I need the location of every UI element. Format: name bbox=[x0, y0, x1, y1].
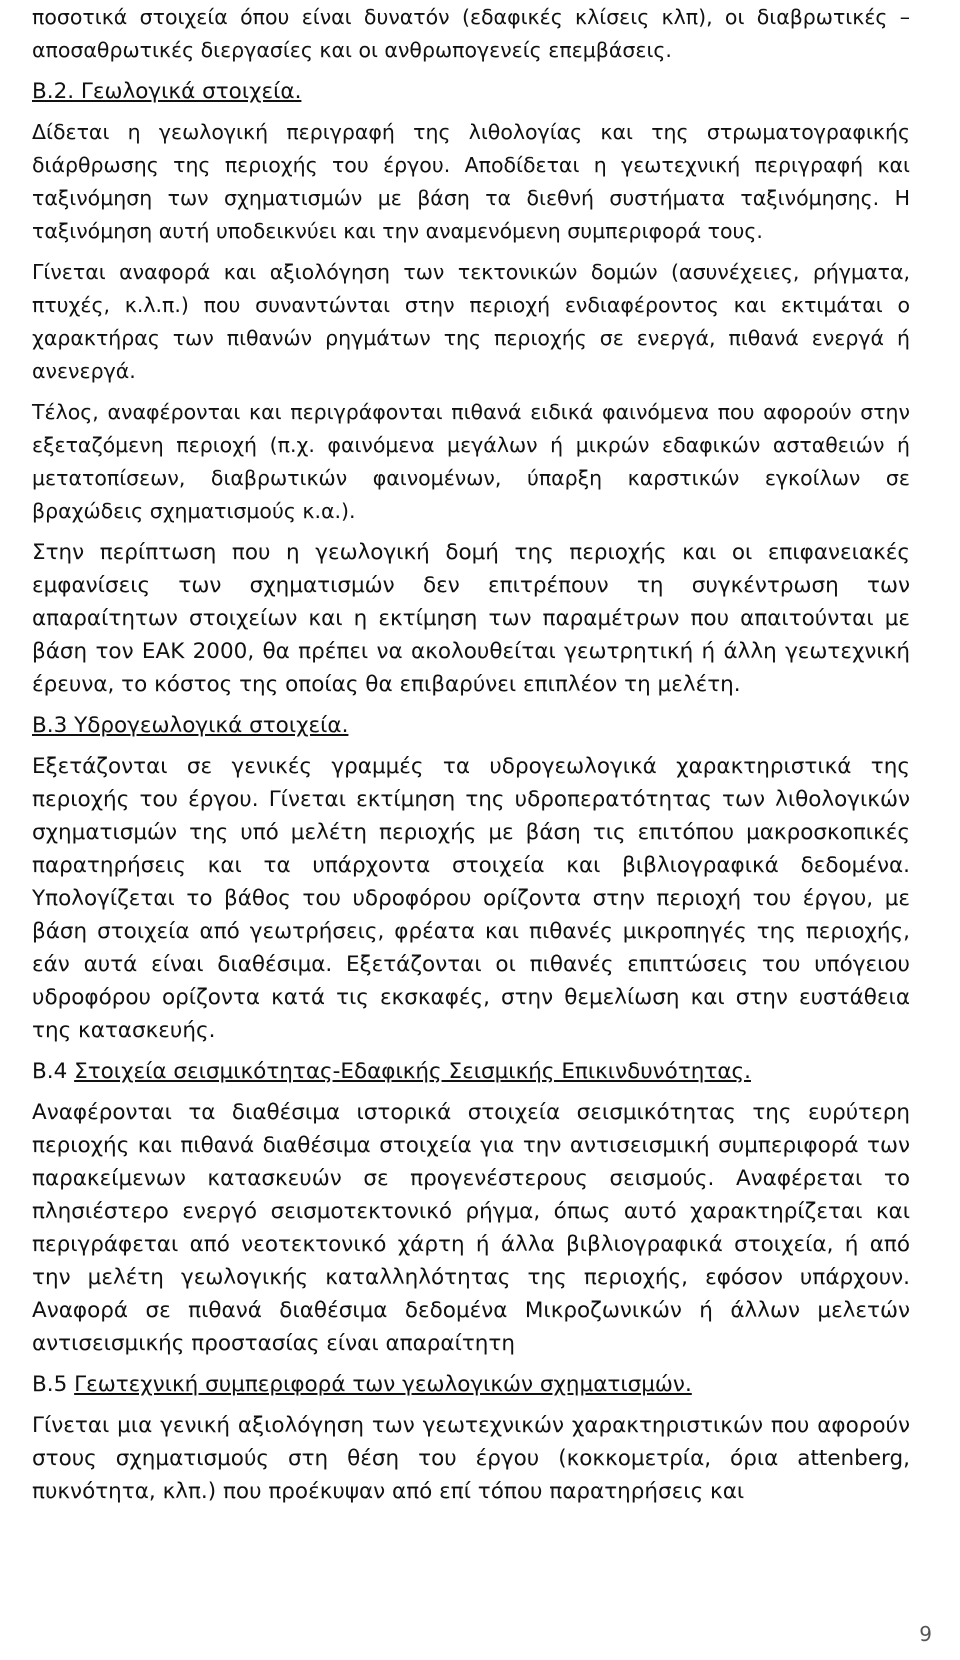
section-heading-b3 bbox=[32, 709, 910, 742]
section-heading-b2 bbox=[32, 75, 910, 108]
section-heading-b5-prefix: Β.5 bbox=[32, 1372, 75, 1397]
section-heading-b3-text: Β.3 Υδρογεωλογικά στοιχεία. bbox=[32, 713, 349, 738]
section-heading-b5 bbox=[32, 1368, 910, 1401]
section-heading-b4-title: Στοιχεία σεισμικότητας-Εδαφικής Σεισμικής Επικινδυνότητας. bbox=[74, 1059, 751, 1084]
section-heading-b5-title: Γεωτεχνική συμπεριφορά των γεωλογικών σχηματισμών. bbox=[74, 1372, 692, 1397]
section-heading-b2-text: Β.2. Γεωλογικά στοιχεία. bbox=[32, 79, 302, 104]
intro-paragraph: ποσοτικά στοιχεία όπου είναι δυνατόν (εδαφικές κλίσεις κλπ), οι διαβρωτικές – αποσαθρωτικές διεργασίες και οι ανθρωπογενείς επεμβάσεις. bbox=[32, 5, 910, 62]
b2-paragraph-1: Δίδεται η γεωλογική περιγραφή της λιθολογίας και της στρωματογραφικής διάρθρωσης της περιοχής του έργου. Αποδίδεται η γεωτεχνική περιγραφή και ταξινόμηση των σχηματισμών με βάση τα διεθνή συστήματα ταξινόμησης. Η ταξινόμηση αυτή υποδεικνύει και την αναμενόμενη συμπεριφορά τους. bbox=[32, 120, 910, 243]
b4-paragraph: Αναφέρονται τα διαθέσιμα ιστορικά στοιχεία σεισμικότητας της ευρύτερη περιοχής και πιθανά διαθέσιμα στοιχεία για την αντισεισμική συμπεριφορά των παρακείμενων κατασκευών σε προγενέστερους σεισμούς. Αναφέρεται το πλησιέστερο ενεργό σεισμοτεκτονικό ρήγμα, όπως αυτό χαρακτηρίζεται και περιγράφεται από νεοτεκτονικό χάρτη ή άλλα βιβλιογραφικά στοιχεία, ή από την μελέτη γεωλογικής καταλληλότητας της περιοχής, εφόσον υπάρχουν. Αναφορά σε πιθανά διαθέσιμα δεδομένα Μικροζωνικών ή άλλων μελετών αντισεισμικής προστασίας είναι απαραίτητη bbox=[32, 1100, 910, 1356]
section-heading-b4 bbox=[32, 1055, 910, 1088]
section-heading-b4-prefix: Β.4 bbox=[32, 1059, 75, 1084]
b5-paragraph: Γίνεται μια γενική αξιολόγηση των γεωτεχνικών χαρακτηριστικών που αφορούν στους σχηματισμούς στη θέση του έργου (κοκκομετρία, όρια attenberg, πυκνότητα, κλπ.) που προέκυψαν από επί τόπου παρατηρήσεις και bbox=[32, 1413, 910, 1504]
page-number: 9 bbox=[919, 1622, 932, 1646]
b2-paragraph-4: Στην περίπτωση που η γεωλογική δομή της περιοχής και οι επιφανειακές εμφανίσεις των σχηματισμών δεν επιτρέπουν τη συγκέντρωση των απαραίτητων στοιχείων και η εκτίμηση των παραμέτρων που απαιτούνται με βάση τον ΕΑΚ 2000, θα πρέπει να ακολουθείται γεωτρητική ή άλλη γεωτεχνική έρευνα, το κόστος της οποίας θα επιβαρύνει επιπλέον τη μελέτη. bbox=[32, 540, 910, 697]
document-page bbox=[32, 0, 910, 1508]
b3-paragraph: Εξετάζονται σε γενικές γραμμές τα υδρογεωλογικά χαρακτηριστικά της περιοχής του έργου. Γίνεται εκτίμηση της υδροπερατότητας των λιθολογικών σχηματισμών της υπό μελέτη περιοχής με βάση τις επιτόπου μακροσκοπικές παρατηρήσεις και τα υπάρχοντα στοιχεία και βιβλιογραφικά δεδομένα. Υπολογίζεται το βάθος του υδροφόρου ορίζοντα στην περιοχή του έργου, με βάση στοιχεία από γεωτρήσεις, φρέατα και πιθανές μικροπηγές της περιοχής, εάν αυτά είναι διαθέσιμα. Εξετάζονται οι πιθανές επιπτώσεις του υπόγειου υδροφόρου ορίζοντα κατά τις εκσκαφές, στην θεμελίωση και στην ευστάθεια της κατασκευής. bbox=[32, 754, 910, 1043]
b2-paragraph-3: Τέλος, αναφέρονται και περιγράφονται πιθανά ειδικά φαινόμενα που αφορούν στην εξεταζόμενη περιοχή (π.χ. φαινόμενα μεγάλων ή μικρών εδαφικών ασταθειών ή μετατοπίσεων, διαβρωτικών φαινομένων, ύπαρξη καρστικών εγκοίλων σε βραχώδεις σχηματισμούς κ.α.). bbox=[32, 400, 910, 523]
b2-paragraph-2: Γίνεται αναφορά και αξιολόγηση των τεκτονικών δομών (ασυνέχειες, ρήγματα, πτυχές, κ.λ.π.) που συναντώνται στην περιοχή ενδιαφέροντος και εκτιμάται ο χαρακτήρας των πιθανών ρηγμάτων της περιοχής σε ενεργά, πιθανά ενεργά ή ανενεργά. bbox=[32, 260, 910, 383]
